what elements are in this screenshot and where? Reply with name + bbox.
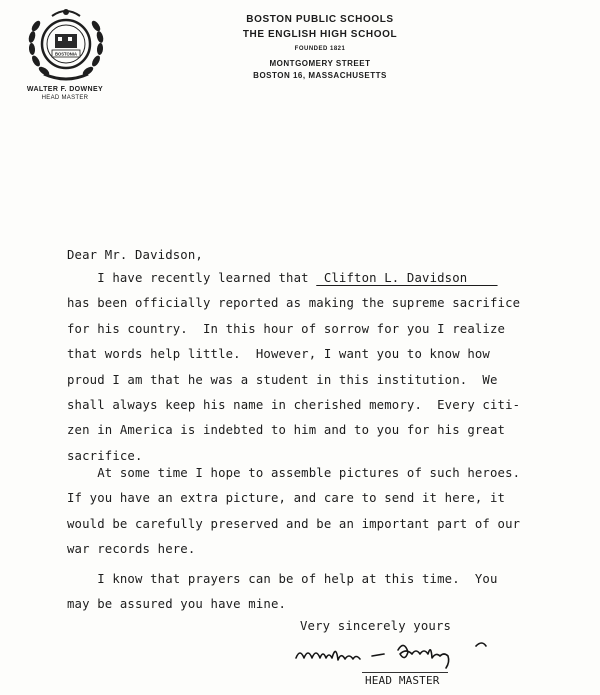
p2-line: At some time I hope to assemble pictures of such heroes. bbox=[67, 466, 521, 480]
p3-line: may be assured you have mine. bbox=[67, 597, 287, 612]
letterhead-founded: FOUNDED 1821 bbox=[294, 46, 346, 52]
salutation: Dear Mr. Davidson, bbox=[67, 248, 203, 262]
p2-line: war records here. bbox=[67, 542, 196, 557]
letterhead-street: MONTGOMERY STREET bbox=[269, 59, 371, 68]
letterhead-line-1: BOSTON PUBLIC SCHOOLS bbox=[246, 14, 394, 25]
p1-first-line-prefix: I have recently learned that bbox=[67, 271, 317, 285]
p1-line: for his country. In this hour of sorrow for you I realize bbox=[67, 321, 506, 336]
paragraph-1 bbox=[67, 266, 520, 469]
p1-line: proud I am that he was a student in this institution. We bbox=[67, 372, 498, 387]
city-seal-logo bbox=[22, 4, 110, 86]
closing: Very sincerely yours bbox=[300, 619, 452, 633]
signature-rule bbox=[362, 672, 448, 673]
head-master-title: HEAD MASTER bbox=[41, 95, 89, 101]
letterhead-line-2: THE ENGLISH HIGH SCHOOL bbox=[242, 29, 398, 40]
paragraph-3 bbox=[67, 567, 498, 618]
p1-line: that words help little. However, I want you to know how bbox=[67, 347, 490, 362]
student-name: Clifton L. Davidson bbox=[316, 271, 498, 285]
handwritten-signature bbox=[290, 636, 510, 670]
paragraph-2 bbox=[67, 461, 520, 563]
p1-line: shall always keep his name in cherished memory. Every citi- bbox=[67, 398, 521, 413]
p1-line: zen in America is indebted to him and to you for his great bbox=[67, 423, 506, 438]
letterhead-city: BOSTON 16, MASSACHUSETTS bbox=[253, 71, 387, 80]
p1-line: has been officially reported as making the supreme sacrifice bbox=[67, 296, 521, 311]
head-master-name: WALTER F. DOWNEY bbox=[26, 86, 104, 93]
p2-line: If you have an extra picture, and care to send it here, it bbox=[67, 491, 506, 506]
p3-line: I know that prayers can be of help at this time. You bbox=[67, 572, 498, 586]
signature-title: HEAD MASTER bbox=[365, 674, 440, 687]
p1-line: sacrifice. bbox=[67, 448, 143, 463]
p2-line: would be carefully preserved and be an important part of our bbox=[67, 516, 521, 531]
svg-text:BOSTONIA: BOSTONIA bbox=[54, 51, 78, 57]
